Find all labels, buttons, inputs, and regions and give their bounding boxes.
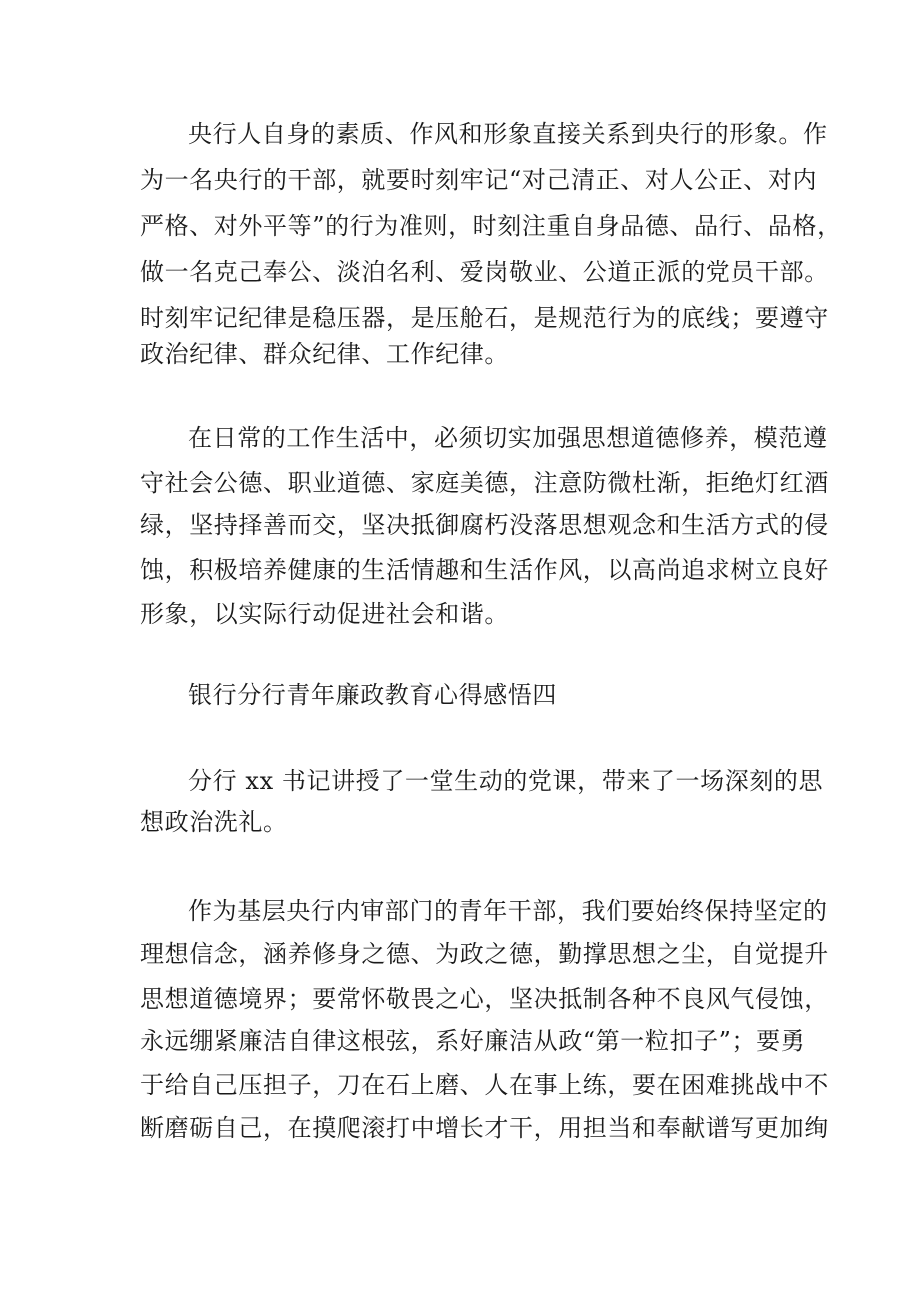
paragraph-line: 分行 xx 书记讲授了一堂生动的党课，带来了一场深刻的思 <box>188 767 824 795</box>
paragraph-line: 思想道德境界；要常怀敬畏之心，坚决抵制各种不良风气侵蚀， <box>140 985 829 1013</box>
paragraph-line: 绿，坚持择善而交，坚决抵御腐朽没落思想观念和生活方式的侵 <box>140 511 829 539</box>
paragraph-line: 做一名克己奉公、淡泊名利、爱岗敬业、公道正派的党员干部。 <box>140 258 829 286</box>
paragraph-line: 理想信念，涵养修身之德、为政之德，勤撑思想之尘，自觉提升 <box>140 940 829 968</box>
paragraph-line: 政治纪律、群众纪律、工作纪律。 <box>140 340 509 368</box>
paragraph-line: 在日常的工作生活中，必须切实加强思想道德修养，模范遵 <box>188 424 828 452</box>
paragraph-line: 央行人自身的素质、作风和形象直接关系到央行的形象。作 <box>188 120 828 148</box>
paragraph-line: 严格、对外平等”的行为准则，时刻注重自身品德、品行、品格， <box>140 212 842 240</box>
paragraph-line: 于给自己压担子，刀在石上磨、人在事上练，要在困难挑战中不 <box>140 1071 829 1099</box>
paragraph-line: 永远绷紧廉洁自律这根弦，系好廉洁从政“第一粒扣子”；要勇 <box>140 1027 806 1055</box>
paragraph-line: 蚀，积极培养健康的生活情趣和生活作风，以高尚追求树立良好 <box>140 556 829 584</box>
section-heading-line: 银行分行青年廉政教育心得感悟四 <box>188 681 557 709</box>
paragraph-line: 为一名央行的干部，就要时刻牢记“对己清正、对人公正、对内 <box>140 166 818 194</box>
paragraph-line: 守社会公德、职业道德、家庭美德，注意防微杜渐，拒绝灯红酒 <box>140 469 829 497</box>
paragraph-line: 形象，以实际行动促进社会和谐。 <box>140 600 509 628</box>
paragraph-line: 想政治洗礼。 <box>140 808 288 836</box>
paragraph-line: 时刻牢记纪律是稳压器，是压舱石，是规范行为的底线；要遵守 <box>140 304 829 332</box>
paragraph-line: 断磨砺自己，在摸爬滚打中增长才干，用担当和奉献谱写更加绚 <box>140 1114 829 1142</box>
paragraph-line: 作为基层央行内审部门的青年干部，我们要始终保持坚定的 <box>188 897 828 925</box>
